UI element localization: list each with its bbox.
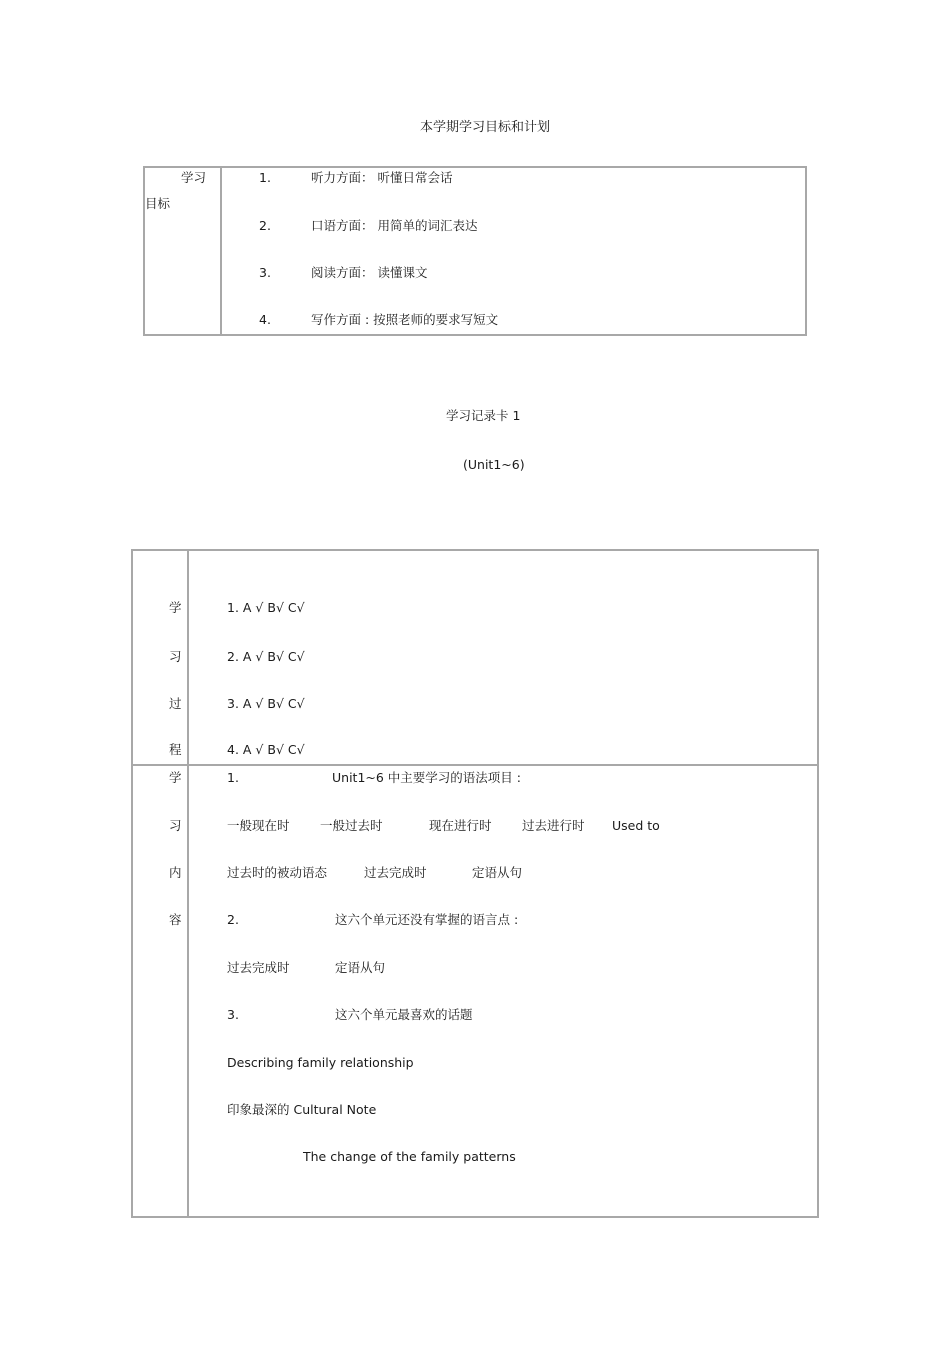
grammar-item: 现在进行时 [429,818,492,833]
goal-num: 4. [259,312,271,327]
question-2-num: 2. [227,912,239,927]
card-subtitle: (Unit1~6) [463,457,525,472]
goal-num: 3. [259,265,271,280]
grammar-item: 一般过去时 [320,818,383,833]
process-item: 2. A √ B√ C√ [227,649,305,664]
question-3-text: 这六个单元最喜欢的话题 [335,1007,473,1022]
question-1-text: Unit1~6 中主要学习的语法项目 : [332,770,521,785]
unmastered-item: 定语从句 [335,960,386,975]
goal-text: 写作方面 : 按照老师的要求写短文 [311,312,499,327]
goals-label-line2: 目标 [145,196,171,211]
goal-text: 口语方面： 用简单的词汇表达 [311,218,478,233]
grammar-item: 定语从句 [472,865,523,880]
process-item: 1. A √ B√ C√ [227,600,305,615]
cultural-note-text: The change of the family patterns [303,1149,516,1164]
grammar-item: 过去时的被动语态 [227,865,328,880]
question-2-text: 这六个单元还没有掌握的语言点 : [335,912,519,927]
grammar-item: 一般现在时 [227,818,290,833]
content-label-char: 习 [169,818,182,833]
process-label-char: 习 [169,649,182,664]
content-label-char: 内 [169,865,182,880]
grammar-item: 过去完成时 [364,865,427,880]
goal-num: 1. [259,170,271,185]
favorite-topic: Describing family relationship [227,1055,414,1070]
unmastered-item: 过去完成时 [227,960,290,975]
card-title: 学习记录卡 1 [446,408,521,423]
question-3-num: 3. [227,1007,239,1022]
process-label-char: 过 [169,696,182,711]
goal-num: 2. [259,218,271,233]
cultural-note-label: 印象最深的 Cultural Note [227,1102,377,1117]
process-item: 3. A √ B√ C√ [227,696,305,711]
process-label-char: 程 [169,742,182,757]
process-label-char: 学 [169,600,182,615]
content-label-char: 学 [169,770,182,785]
page-title: 本学期学习目标和计划 [419,120,550,135]
goal-text: 阅读方面： 读懂课文 [311,265,428,280]
question-1-num: 1. [227,770,239,785]
grammar-item: 过去进行时 [522,818,585,833]
content-label-char: 容 [169,912,182,927]
grammar-item: Used to [612,818,660,833]
goal-text: 听力方面： 听懂日常会话 [311,170,453,185]
goals-label-line1: 学习 [181,170,207,185]
process-item: 4. A √ B√ C√ [227,742,305,757]
